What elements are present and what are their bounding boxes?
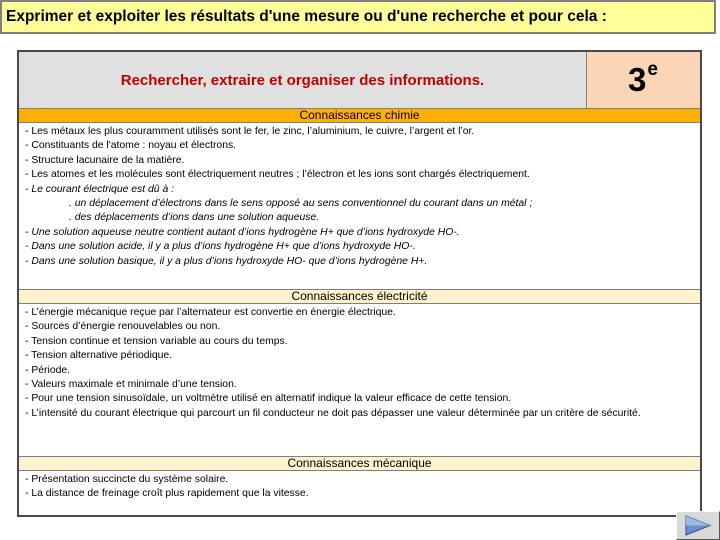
electricite-line: - Sources d’énergie renouvelables ou non. [25,321,221,333]
knowledge-card [17,50,702,517]
chimie-line: - Constituants de l'atome : noyau et électrons. [25,140,237,152]
chimie-line: . des déplacements d’ions dans une solution aqueuse. [69,212,320,224]
electricite-line: - L’intensité du courant électrique qui parcourt un fil conducteur ne doit pas dépasser une valeur déterminée par un critère de sécurité. [25,407,641,419]
electricite-line: - Pour une tension sinusoïdale, un voltmètre utilisé en alternatif indique la valeur efficace de cette tension. [25,393,512,405]
page-title: Exprimer et exploiter les résultats d'une mesure ou d'une recherche et pour cela : [6,8,607,25]
chimie-line: - Les atomes et les molécules sont électriquement neutres ; l’électron et les ions sont chargés électriquement. [25,169,530,181]
chimie-line: - Les métaux les plus couramment utilisés sont le fer, le zinc, l’aluminium, le cuivre, l’argent et l’or. [25,126,475,137]
grade-label [628,61,659,99]
chimie-line: - Dans une solution basique, il y a plus d’ions hydroxyde HO- que d’ions hydrogène H+. [25,255,428,267]
section-title-electricite: Connaissances électricité [291,289,428,303]
page-header [0,0,716,34]
section-title-mecanique: Connaissances mécanique [287,456,432,470]
section-title-chimie: Connaissances chimie [299,108,420,122]
grade-number: 3 [628,61,648,98]
electricite-line: - Tension alternative périodique. [25,350,173,362]
grade-cell [587,52,700,108]
objective-cell [19,52,587,108]
electricite-line: - L’énergie mécanique reçue par l’alternateur est convertie en énergie électrique. [25,307,396,318]
mecanique-line: - Présentation succincte du système solaire. [25,474,229,485]
objective-title: Rechercher, extraire et organiser des informations. [120,71,485,89]
chimie-line: - Une solution aqueuse neutre contient autant d’ions hydrogène H+ que d’ions hydroxyde HO-. [25,226,460,238]
mecanique-line: - La distance de freinage croît plus rapidement que la vitesse. [25,488,309,500]
section-header-electricite [19,289,700,304]
next-slide-button[interactable] [676,511,720,540]
section-body-chimie [25,125,693,269]
grade-suffix: e [647,59,659,80]
chimie-line: . un déplacement d’électrons dans le sens opposé au sens conventionnel du courant dans un métal ; [69,198,533,210]
chimie-line: - Le courant électrique est dû à : [25,183,175,195]
forward-arrow-icon [677,512,719,539]
section-header-chimie [19,108,700,123]
electricite-line: - Période. [25,364,71,376]
chimie-line: - Dans une solution acide, il y a plus d’ions hydrogène H+ que d’ions hydroxyde HO-. [25,241,416,253]
electricite-line: - Valeurs maximale et minimale d’une tension. [25,379,237,391]
section-header-mecanique [19,456,700,471]
chimie-line: - Structure lacunaire de la matière. [25,154,185,166]
section-body-electricite [25,306,693,421]
section-body-mecanique [25,473,693,502]
electricite-line: - Tension continue et tension variable au cours du temps. [25,335,288,347]
